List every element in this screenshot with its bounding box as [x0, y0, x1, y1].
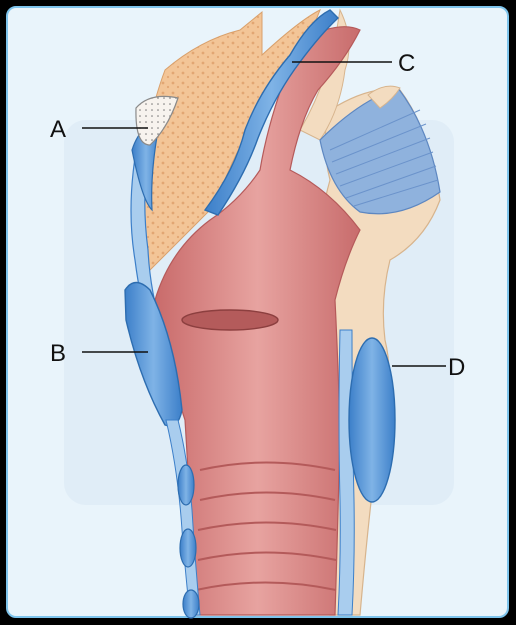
- label-a: A: [50, 116, 67, 143]
- label-c: C: [398, 50, 416, 77]
- label-d: D: [448, 354, 466, 381]
- cricoid-cartilage: [349, 338, 395, 502]
- vocal-fold-slit: [182, 310, 278, 330]
- posterior-tracheal-wall: [338, 330, 354, 615]
- label-b: B: [50, 340, 67, 367]
